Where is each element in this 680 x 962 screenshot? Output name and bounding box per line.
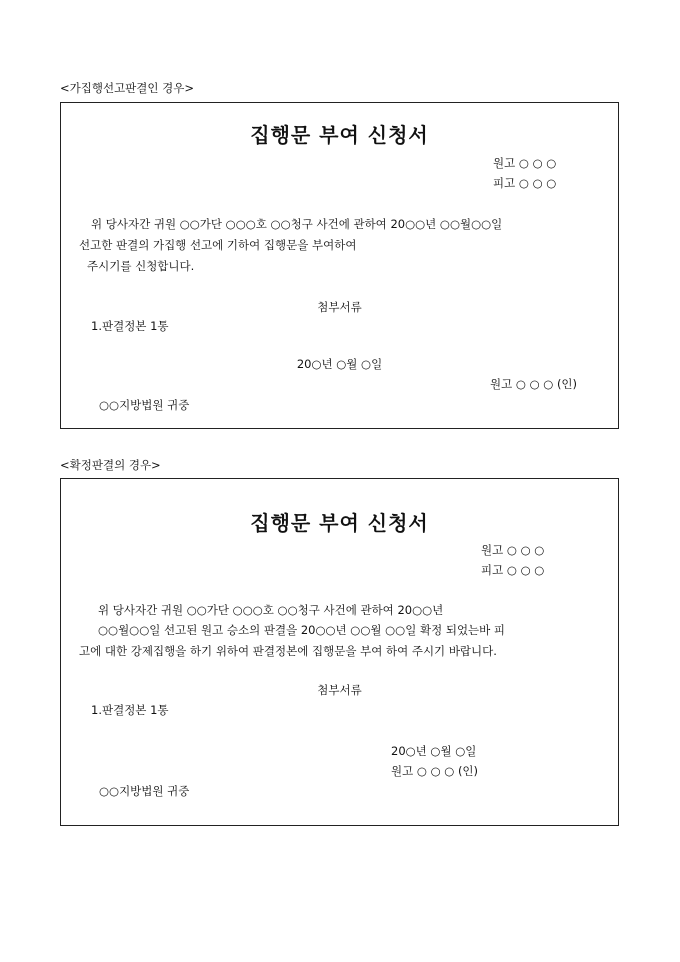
section2-recipient: ○○지방법원 귀중: [99, 784, 190, 798]
section1-title: 집행문 부여 신청서: [250, 123, 429, 147]
section1-recipient: ○○지방법원 귀중: [99, 398, 190, 412]
section2-date: 20○년 ○월 ○일: [391, 744, 477, 758]
section1-form-box: [60, 102, 619, 429]
section1-attachment-item: 1.판결정본 1통: [91, 319, 169, 333]
section2-title: 집행문 부여 신청서: [250, 511, 429, 535]
section2-plaintiff: 원고 ○ ○ ○: [481, 543, 545, 557]
section2-body-line3: 고에 대한 강제집행을 하기 위하여 판결정본에 집행문을 부여 하여 주시기 바랍니다.: [79, 644, 497, 658]
section2-caption: <확정판결의 경우>: [60, 458, 161, 472]
section1-caption: <가집행선고판결인 경우>: [60, 81, 195, 95]
section1-date: 20○년 ○월 ○일: [296, 357, 383, 371]
section1-body-line1: 위 당사자간 귀원 ○○가단 ○○○호 ○○청구 사건에 관하여 20○○년 ○○월○○일: [91, 217, 503, 231]
section1-signature: 원고 ○ ○ ○ (인): [490, 377, 578, 391]
section1-body-line2: 선고한 판결의 가집행 선고에 기하여 집행문을 부여하여: [79, 238, 357, 252]
section2-signature: 원고 ○ ○ ○ (인): [391, 764, 479, 778]
section2-attachments-heading: 첨부서류: [317, 683, 362, 697]
section1-defendant: 피고 ○ ○ ○: [493, 176, 557, 190]
section2-attachment-item: 1.판결정본 1통: [91, 703, 169, 717]
section2-form-box: [60, 478, 619, 826]
section2-body-line1: 위 당사자간 귀원 ○○가단 ○○○호 ○○청구 사건에 관하여 20○○년: [98, 603, 444, 617]
section1-plaintiff: 원고 ○ ○ ○: [493, 156, 557, 170]
section2-body-line2: ○○월○○일 선고된 원고 승소의 판결을 20○○년 ○○월 ○○일 확정 되었는바 피: [98, 623, 506, 637]
section1-attachments-heading: 첨부서류: [317, 300, 362, 314]
section2-defendant: 피고 ○ ○ ○: [481, 563, 545, 577]
section1-body-line3: 주시기를 신청합니다.: [87, 259, 195, 273]
